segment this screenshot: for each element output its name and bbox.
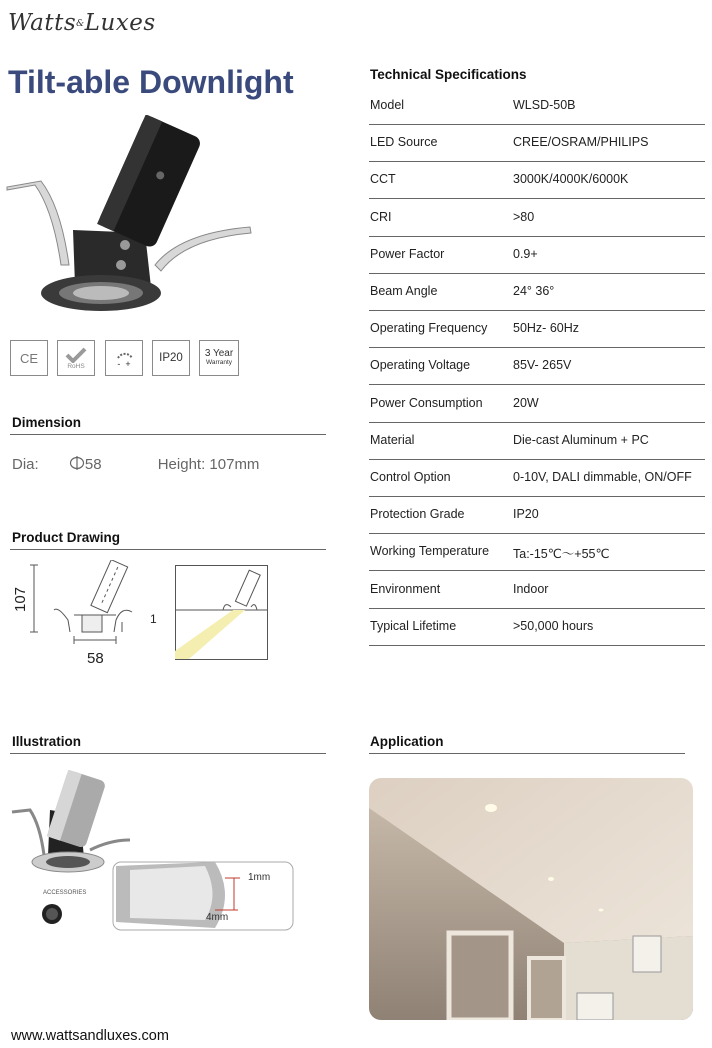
spec-value: >50,000 hours xyxy=(513,618,594,633)
product-drawing-heading: Product Drawing xyxy=(12,530,121,545)
illustration-image xyxy=(10,770,300,935)
ip-label: IP20 xyxy=(159,352,183,364)
spec-label: Typical Lifetime xyxy=(370,618,457,633)
brand-logo xyxy=(8,10,156,36)
logo-text-luxes: Luxes xyxy=(84,10,156,36)
logo-text-watts: Watts xyxy=(8,10,77,36)
accessories-label: ACCESSORIES xyxy=(43,890,87,896)
dia-label: Dia: xyxy=(12,456,39,473)
illustration-dim-4mm: 4mm xyxy=(206,912,229,923)
spec-label: Operating Voltage xyxy=(370,358,471,373)
spec-label: CRI xyxy=(370,209,392,224)
ip-badge xyxy=(152,340,190,376)
website-url[interactable]: www.wattsandluxes.com xyxy=(11,1028,169,1044)
spec-value: 3000K/4000K/6000K xyxy=(513,172,629,187)
spec-label: Power Consumption xyxy=(370,395,483,410)
spec-label: Working Temperature xyxy=(370,544,490,559)
dimension-rule xyxy=(10,434,326,435)
spec-row xyxy=(369,310,705,348)
spec-row xyxy=(369,124,705,162)
spec-value: IP20 xyxy=(513,507,539,522)
dimmer-arc-icon xyxy=(113,347,135,359)
spec-row xyxy=(369,459,705,497)
spec-value: Die-cast Aluminum + PC xyxy=(513,432,649,447)
spec-label: CCT xyxy=(370,172,396,187)
drawing-height-label: 107 xyxy=(12,586,29,612)
specs-heading: Technical Specifications xyxy=(370,67,527,82)
height-text: Height: 107mm xyxy=(157,456,260,473)
dimmer-plus: + xyxy=(125,359,131,369)
dimension-values xyxy=(12,456,285,473)
dia-value: 58 xyxy=(84,456,102,473)
spec-row xyxy=(369,422,705,460)
dimension-heading: Dimension xyxy=(12,415,82,430)
spec-row xyxy=(369,533,705,571)
spec-row xyxy=(369,273,705,311)
spec-row xyxy=(369,385,705,423)
spec-value: Ta:-15℃～+55℃ xyxy=(513,547,610,562)
rohs-label: RoHS xyxy=(67,362,85,370)
spec-label: Material xyxy=(370,432,415,447)
spec-label: Power Factor xyxy=(370,246,445,261)
illustration-rule xyxy=(10,753,326,754)
spec-row xyxy=(369,347,705,385)
dimmable-badge xyxy=(105,340,143,376)
spec-value: 20W xyxy=(513,395,539,410)
spec-label: Model xyxy=(370,98,405,112)
application-rule xyxy=(369,753,685,754)
warranty-badge xyxy=(199,340,239,376)
spec-row xyxy=(369,161,705,199)
beam-drawing xyxy=(175,565,268,660)
illustration-dim-1mm: 1mm xyxy=(248,872,271,883)
spec-value: 0-10V, DALI dimmable, ON/OFF xyxy=(513,470,692,484)
spec-label: Beam Angle xyxy=(370,284,438,298)
warranty-word: Warranty xyxy=(205,358,233,366)
drawing-width-label: 58 xyxy=(87,650,104,667)
spec-label: LED Source xyxy=(370,135,438,150)
logo-amp: & xyxy=(76,19,85,29)
dimmer-minus: - xyxy=(117,359,121,369)
spec-value: 24° 36° xyxy=(513,284,555,298)
spec-value: 50Hz- 60Hz xyxy=(513,321,579,336)
spec-value: Indoor xyxy=(513,581,549,596)
spec-value: CREE/OSRAM/PHILIPS xyxy=(513,135,649,150)
spec-row xyxy=(369,87,705,125)
spec-row xyxy=(369,236,705,274)
spec-label: Control Option xyxy=(370,470,451,484)
spec-label: Operating Frequency xyxy=(370,321,488,336)
drawing-gap-label: 1 xyxy=(150,612,157,626)
spec-row xyxy=(369,571,705,609)
rohs-badge xyxy=(57,340,95,376)
room-scene xyxy=(369,778,693,1020)
spec-value: >80 xyxy=(513,209,535,224)
spec-row xyxy=(369,199,705,237)
check-icon xyxy=(65,347,87,363)
spec-label: Protection Grade xyxy=(370,507,465,522)
spec-value: 85V- 265V xyxy=(513,358,572,373)
illustration-heading: Illustration xyxy=(12,734,82,749)
spec-label: Environment xyxy=(370,581,441,596)
application-photo xyxy=(369,778,693,1020)
ce-mark: CE xyxy=(19,350,39,366)
spec-row xyxy=(369,608,705,646)
dia-text xyxy=(12,456,128,473)
warranty-years: 3 Year xyxy=(204,348,234,360)
spec-value: WLSD-50B xyxy=(513,98,576,112)
page-title: Tilt-able Downlight xyxy=(8,64,294,100)
diameter-icon xyxy=(69,456,85,470)
product-image xyxy=(5,115,260,315)
spec-value: 0.9+ xyxy=(513,246,538,261)
product-drawing-rule xyxy=(10,549,326,550)
spec-row xyxy=(369,496,705,534)
application-heading: Application xyxy=(370,734,444,749)
ce-badge xyxy=(10,340,48,376)
